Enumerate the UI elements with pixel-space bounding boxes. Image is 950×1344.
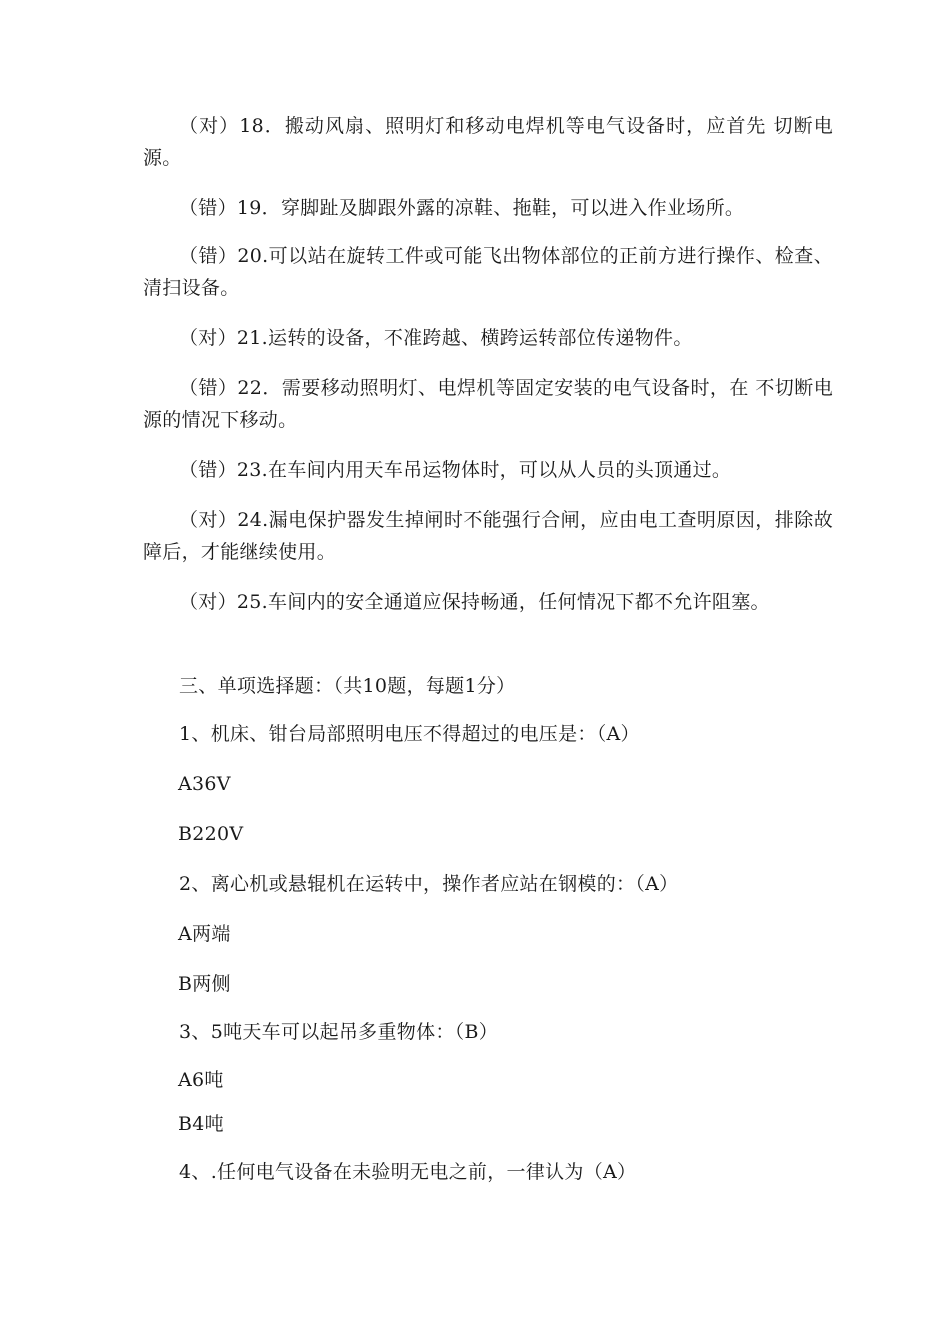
judgement-item-19: （错）19．穿脚趾及脚跟外露的凉鞋、拖鞋，可以进入作业场所。: [179, 197, 745, 219]
choice-question-3: 3、5吨天车可以起吊多重物体：（B）: [179, 1021, 499, 1043]
choice-question-2: 2、离心机或悬辊机在运转中，操作者应站在钢模的：（A）: [179, 873, 679, 895]
choice-option: B两侧: [178, 973, 231, 995]
judgement-item-22: （错）22．需要移动照明灯、电焊机等固定安装的电气设备时，在 不切断电源的情况下移动。: [143, 377, 833, 431]
judgement-item-20: （错）20.可以站在旋转工件或可能飞出物体部位的正前方进行操作、检查、清扫设备。: [143, 245, 833, 299]
choice-question-1: 1、机床、钳台局部照明电压不得超过的电压是：（A）: [179, 723, 640, 745]
section-title: 三、单项选择题：（共10题，每题1分）: [179, 675, 516, 697]
judgement-item-24: （对）24.漏电保护器发生掉闸时不能强行合闸，应由电工查明原因，排除故障后，才能继续使用。: [143, 509, 833, 563]
choice-option: B4吨: [178, 1113, 224, 1135]
judgement-item-25: （对）25.车间内的安全通道应保持畅通，任何情况下都不允许阻塞。: [179, 591, 770, 613]
choice-question-4: 4、.任何电气设备在未验明无电之前，一律认为（A）: [179, 1161, 637, 1183]
choice-option: A6吨: [178, 1069, 224, 1091]
judgement-item-21: （对）21.运转的设备，不准跨越、横跨运转部位传递物件。: [179, 327, 693, 349]
choice-option: A两端: [178, 923, 231, 945]
choice-option: B220V: [178, 823, 244, 845]
judgement-item-23: （错）23.在车间内用天车吊运物体时，可以从人员的头顶通过。: [179, 459, 732, 481]
choice-option: A36V: [178, 773, 231, 795]
judgement-item-18: （对）18．搬动风扇、照明灯和移动电焊机等电气设备时，应首先 切断电源。: [143, 115, 833, 169]
